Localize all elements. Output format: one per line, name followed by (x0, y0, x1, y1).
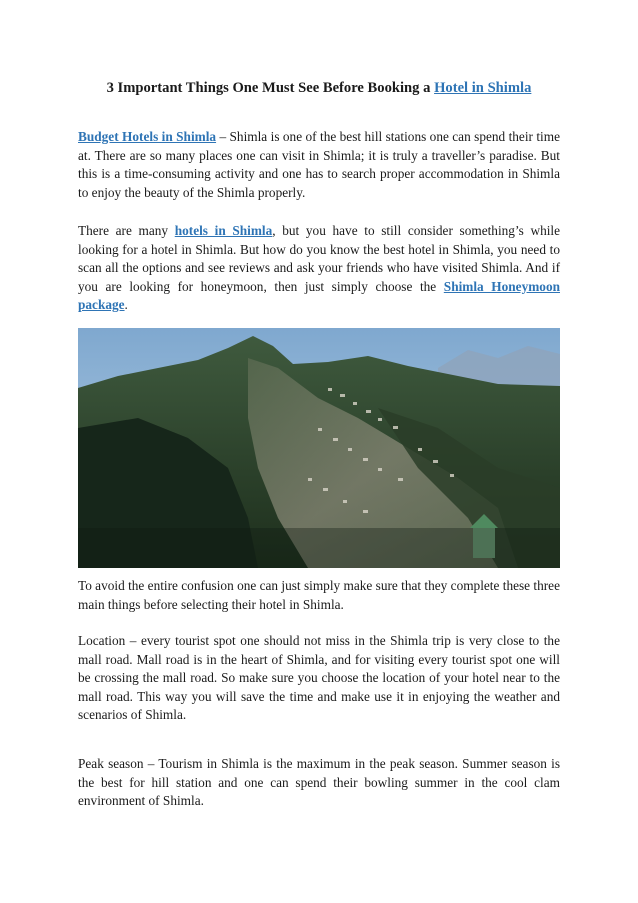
hotels-in-shimla-link[interactable]: hotels in Shimla (174, 223, 273, 238)
intro-paragraph (78, 128, 560, 202)
shimla-mountain-photo (78, 328, 560, 568)
budget-hotels-link[interactable]: Budget Hotels in Shimla (78, 129, 217, 144)
intro-text: – Shimla is one of the best hill stations one can spend their time at. There are so many places one can visit in Shimla; it is truly a traveller’s paradise. But this is a time-consuming activity and one has to search proper accommodation in Shimla to enjoy the beauty of the Shimla properly. (78, 129, 560, 200)
hotels-text-c: . (124, 297, 128, 312)
hotels-text-a: There are many (78, 223, 175, 238)
hotel-in-shimla-link[interactable]: Hotel in Shimla (434, 80, 532, 96)
peak-season-paragraph: Peak season – Tourism in Shimla is the maximum in the peak season. Summer season is the best for hill station and one can spend their bowling summer in the cool clam environment of Shimla. (78, 756, 560, 808)
hotels-paragraph (78, 222, 560, 315)
hotels-text-b: , but you have to still consider something’s while looking for a hotel in Shimla. But how do you know the best hotel in Shimla, you need to scan all the options and see reviews and ask your friends who have visited Shimla. And if you are looking for honeymoon, then just simply choose the (78, 223, 561, 294)
title-text: 3 Important Things One Must See Before Booking a (106, 80, 435, 96)
page-title (78, 79, 560, 97)
confusion-paragraph: To avoid the entire confusion one can just simply make sure that they complete these three main things before selecting their hotel in Shimla. (78, 578, 560, 612)
honeymoon-package-link[interactable]: Shimla Honeymoon package (78, 278, 560, 312)
location-paragraph: Location – every tourist spot one should not miss in the Shimla trip is very close to the mall road. Mall road is in the heart of Shimla, and for visiting every tourist spot one will be crossing the mall road. So make sure you choose the location of your hotel near to the mall road. This way you will save the time and make use it in enjoying the weather and scenarios of Shimla. (78, 633, 560, 722)
